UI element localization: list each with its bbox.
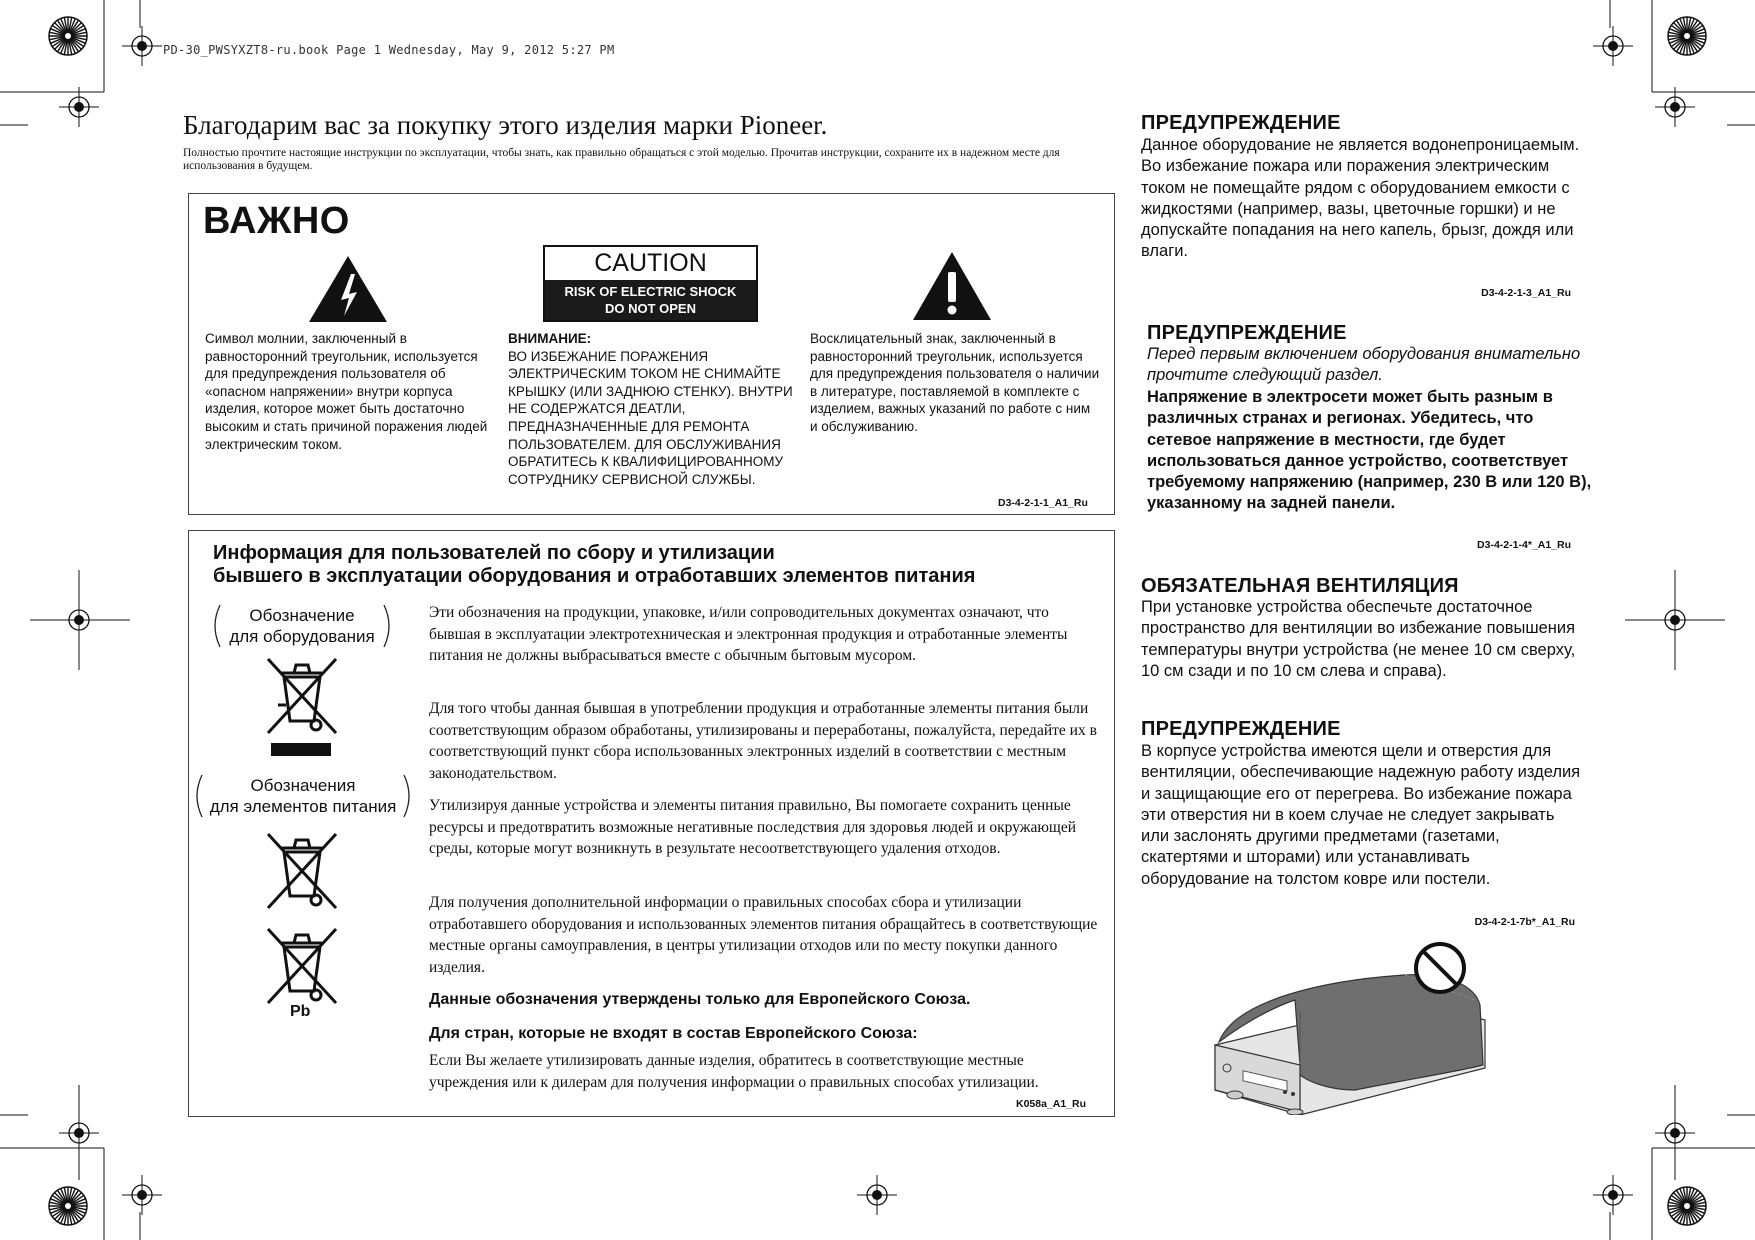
exclamation-warning-icon (911, 250, 993, 322)
disposal-paragraph-2: Для того чтобы данная бывшая в употреблении продукция и отработанные элементы питания были соответствующим образом обработаны, утилизированы и переработаны, пожалуйста, передайте их в соответствующий пункт сбора использованных электронных изделий в соответствии с местным законодательством. (429, 700, 1097, 782)
warning-3-code: D3-4-2-1-7b*_A1_Ru (1474, 916, 1575, 928)
warning-3-heading: ПРЕДУПРЕЖДЕНИЕ (1141, 718, 1341, 740)
disposal-title-line-1: Информация для пользователей по сбору и утилизации (213, 542, 775, 564)
caution-description-heading: ВНИМАНИЕ: (508, 331, 592, 346)
equipment-label-line-1: Обозначение (249, 606, 355, 625)
important-heading: ВАЖНО (203, 200, 350, 242)
lead-symbol-label: Pb (290, 1003, 311, 1020)
non-eu-heading: Для стран, которые не входят в состав Европейского Союза: (429, 1025, 918, 1042)
important-code: D3-4-2-1-1_A1_Ru (998, 497, 1088, 509)
crossed-bin-icon (264, 655, 340, 737)
warning-1-heading: ПРЕДУПРЕЖДЕНИЕ (1141, 112, 1341, 134)
caution-subtitle (545, 280, 756, 320)
ventilation-text: При установке устройства обеспечьте достаточное пространство для вентиляции во избежание повышения температуры внутри устройства (не менее 10 см сверху, 10 см сзади и по 10 см слева и справа). (1141, 598, 1576, 680)
batteries-label-line-2: для элементов питания (209, 797, 397, 816)
batteries-label-line-1: Обозначения (250, 776, 356, 795)
caution-title: CAUTION (545, 247, 756, 280)
batteries-label (192, 775, 414, 817)
disposal-paragraph-4: Для получения дополнительной информации о правильных способах сбора и утилизации отработавшего оборудования и использованных элементов питания обращайтесь в соответствующие местные органы самоуправления, в центры утилизации отходов или по месту покупки данного изделия. (429, 894, 1098, 976)
crossed-bin-battery-icon (264, 830, 340, 912)
lightning-description: Символ молнии, заключенный в равносторонний треугольник, используется для предупреждения пользователя об «опасном напряжении» внутри корпуса изделия, которое может быть достаточно высоким и стать причиной поражения людей электрическим током. (205, 331, 488, 452)
disposal-code: K058a_A1_Ru (1016, 1098, 1087, 1110)
covered-device-illustration (1205, 940, 1495, 1115)
disposal-title (213, 542, 1093, 588)
disposal-paragraph-3: Утилизируя данные устройства и элементы питания правильно, Вы помогаете сохранить ценные ресурсы и предотвратить возможные негативные последствия для здоровья людей и окружающей среды, которые могут возникнуть в результате несоответствующего удаления отходов. (429, 797, 1077, 857)
warning-1-text: Данное оборудование не является водонепроницаемым. Во избежание пожара или поражения электрическим током не помещайте рядом с оборудованием емкости с жидкостями (например, вазы, цветочные горшки) и не допускайте попадания на него капель, брызг, дождя или влаги. (1141, 136, 1580, 261)
caution-description-text: ВО ИЗБЕЖАНИЕ ПОРАЖЕНИЯ ЭЛЕКТРИЧЕСКИМ ТОКОМ НЕ СНИМАЙТЕ КРЫШКУ (ИЛИ ЗАДНЮЮ СТЕНКУ). ВНУТРИ НЕ СОДЕРЖАТСЯ ДЕАТЛИ, ПРЕДНАЗНАЧЕННЫЕ ДЛЯ РЕМОНТА ПОЛЬЗОВАТЕЛЕМ. ДЛЯ ОБСЛУЖИВАНИЯ ОБРАТИТЕСЬ К КВАЛИФИЦИРОВАННОМУ СОТРУДНИКУ СЕРВИСНОЙ СЛУЖБЫ. (508, 348, 793, 487)
caution-label (543, 245, 758, 322)
equipment-label-line-2: для оборудования (229, 627, 375, 646)
disposal-title-line-2: бывшего в эксплуатации оборудования и отработавших элементов питания (213, 565, 976, 587)
exclamation-description: Восклицательный знак, заключенный в равносторонний треугольник, используется для предупреждения пользователя о наличии в литературе, поставляемой в комплекте с изделием, важных указаний по работе с ним и обслуживанию. (810, 331, 1100, 434)
page-title: Благодарим вас за покупку этого изделия марки Pioneer. (183, 110, 828, 140)
lightning-warning-icon (307, 254, 389, 324)
warning-2-italic: Перед первым включением оборудования внимательно прочтите следующий раздел. (1147, 345, 1581, 385)
book-info-line: PD-30_PWSYXZT8-ru.book Page 1 Wednesday, May 9, 2012 5:27 PM (163, 43, 615, 57)
warning-1-code: D3-4-2-1-3_A1_Ru (1481, 287, 1571, 299)
caution-description (508, 330, 798, 488)
ventilation-heading: ОБЯЗАТЕЛЬНАЯ ВЕНТИЛЯЦИЯ (1141, 575, 1459, 597)
eu-only-note: Данные обозначения утверждены только для Европейского Союза. (429, 991, 971, 1008)
warning-3-text: В корпусе устройства имеются щели и отверстия для вентиляции, обеспечивающие надежную работу изделия и защищающие его от перегрева. Во избежание пожара эти отверстия ни в коем случае не следует закрывать или заслонять другими предметами (газетами, скатертями и шторами) или устанавливать оборудование на толстом ковре или постели. (1141, 742, 1581, 888)
black-bar-marker (271, 743, 331, 756)
warning-2-bold: Напряжение в электросети может быть разным в различных странах и регионах. Убедитесь, что сетевое напряжение в местности, где будет использоваться данное устройство, соответствует требуемому напряжению (например, 230 В или 120 В), указанному на задней панели. (1147, 388, 1592, 513)
caution-line-1: RISK OF ELECTRIC SHOCK (564, 284, 737, 299)
disposal-paragraph-5: Если Вы желаете утилизировать данные изделия, обратитесь в соответствующие местные учреждения или к дилерам для получения информации о правильных способах утилизации. (429, 1052, 1039, 1091)
disposal-paragraph-1: Эти обозначения на продукции, упаковке, и/или сопроводительных документах означают, что бывшая в эксплуатации электротехническая и электронная продукция и отработанные элементы питания не должны выбрасываться вместе с обычным бытовым мусором. (429, 604, 1068, 664)
intro-text: Полностью прочтите настоящие инструкции по эксплуатации, чтобы знать, как правильно обращаться с этой моделью. Прочитав инструкции, сохраните их в надежном месте для использования в будущем. (183, 147, 1060, 172)
warning-2-code: D3-4-2-1-4*_A1_Ru (1477, 539, 1571, 551)
crossed-bin-lead-icon (264, 925, 340, 1007)
warning-2-heading: ПРЕДУПРЕЖДЕНИЕ (1147, 322, 1347, 344)
equipment-label (208, 605, 396, 647)
caution-line-2: DO NOT OPEN (604, 301, 696, 316)
